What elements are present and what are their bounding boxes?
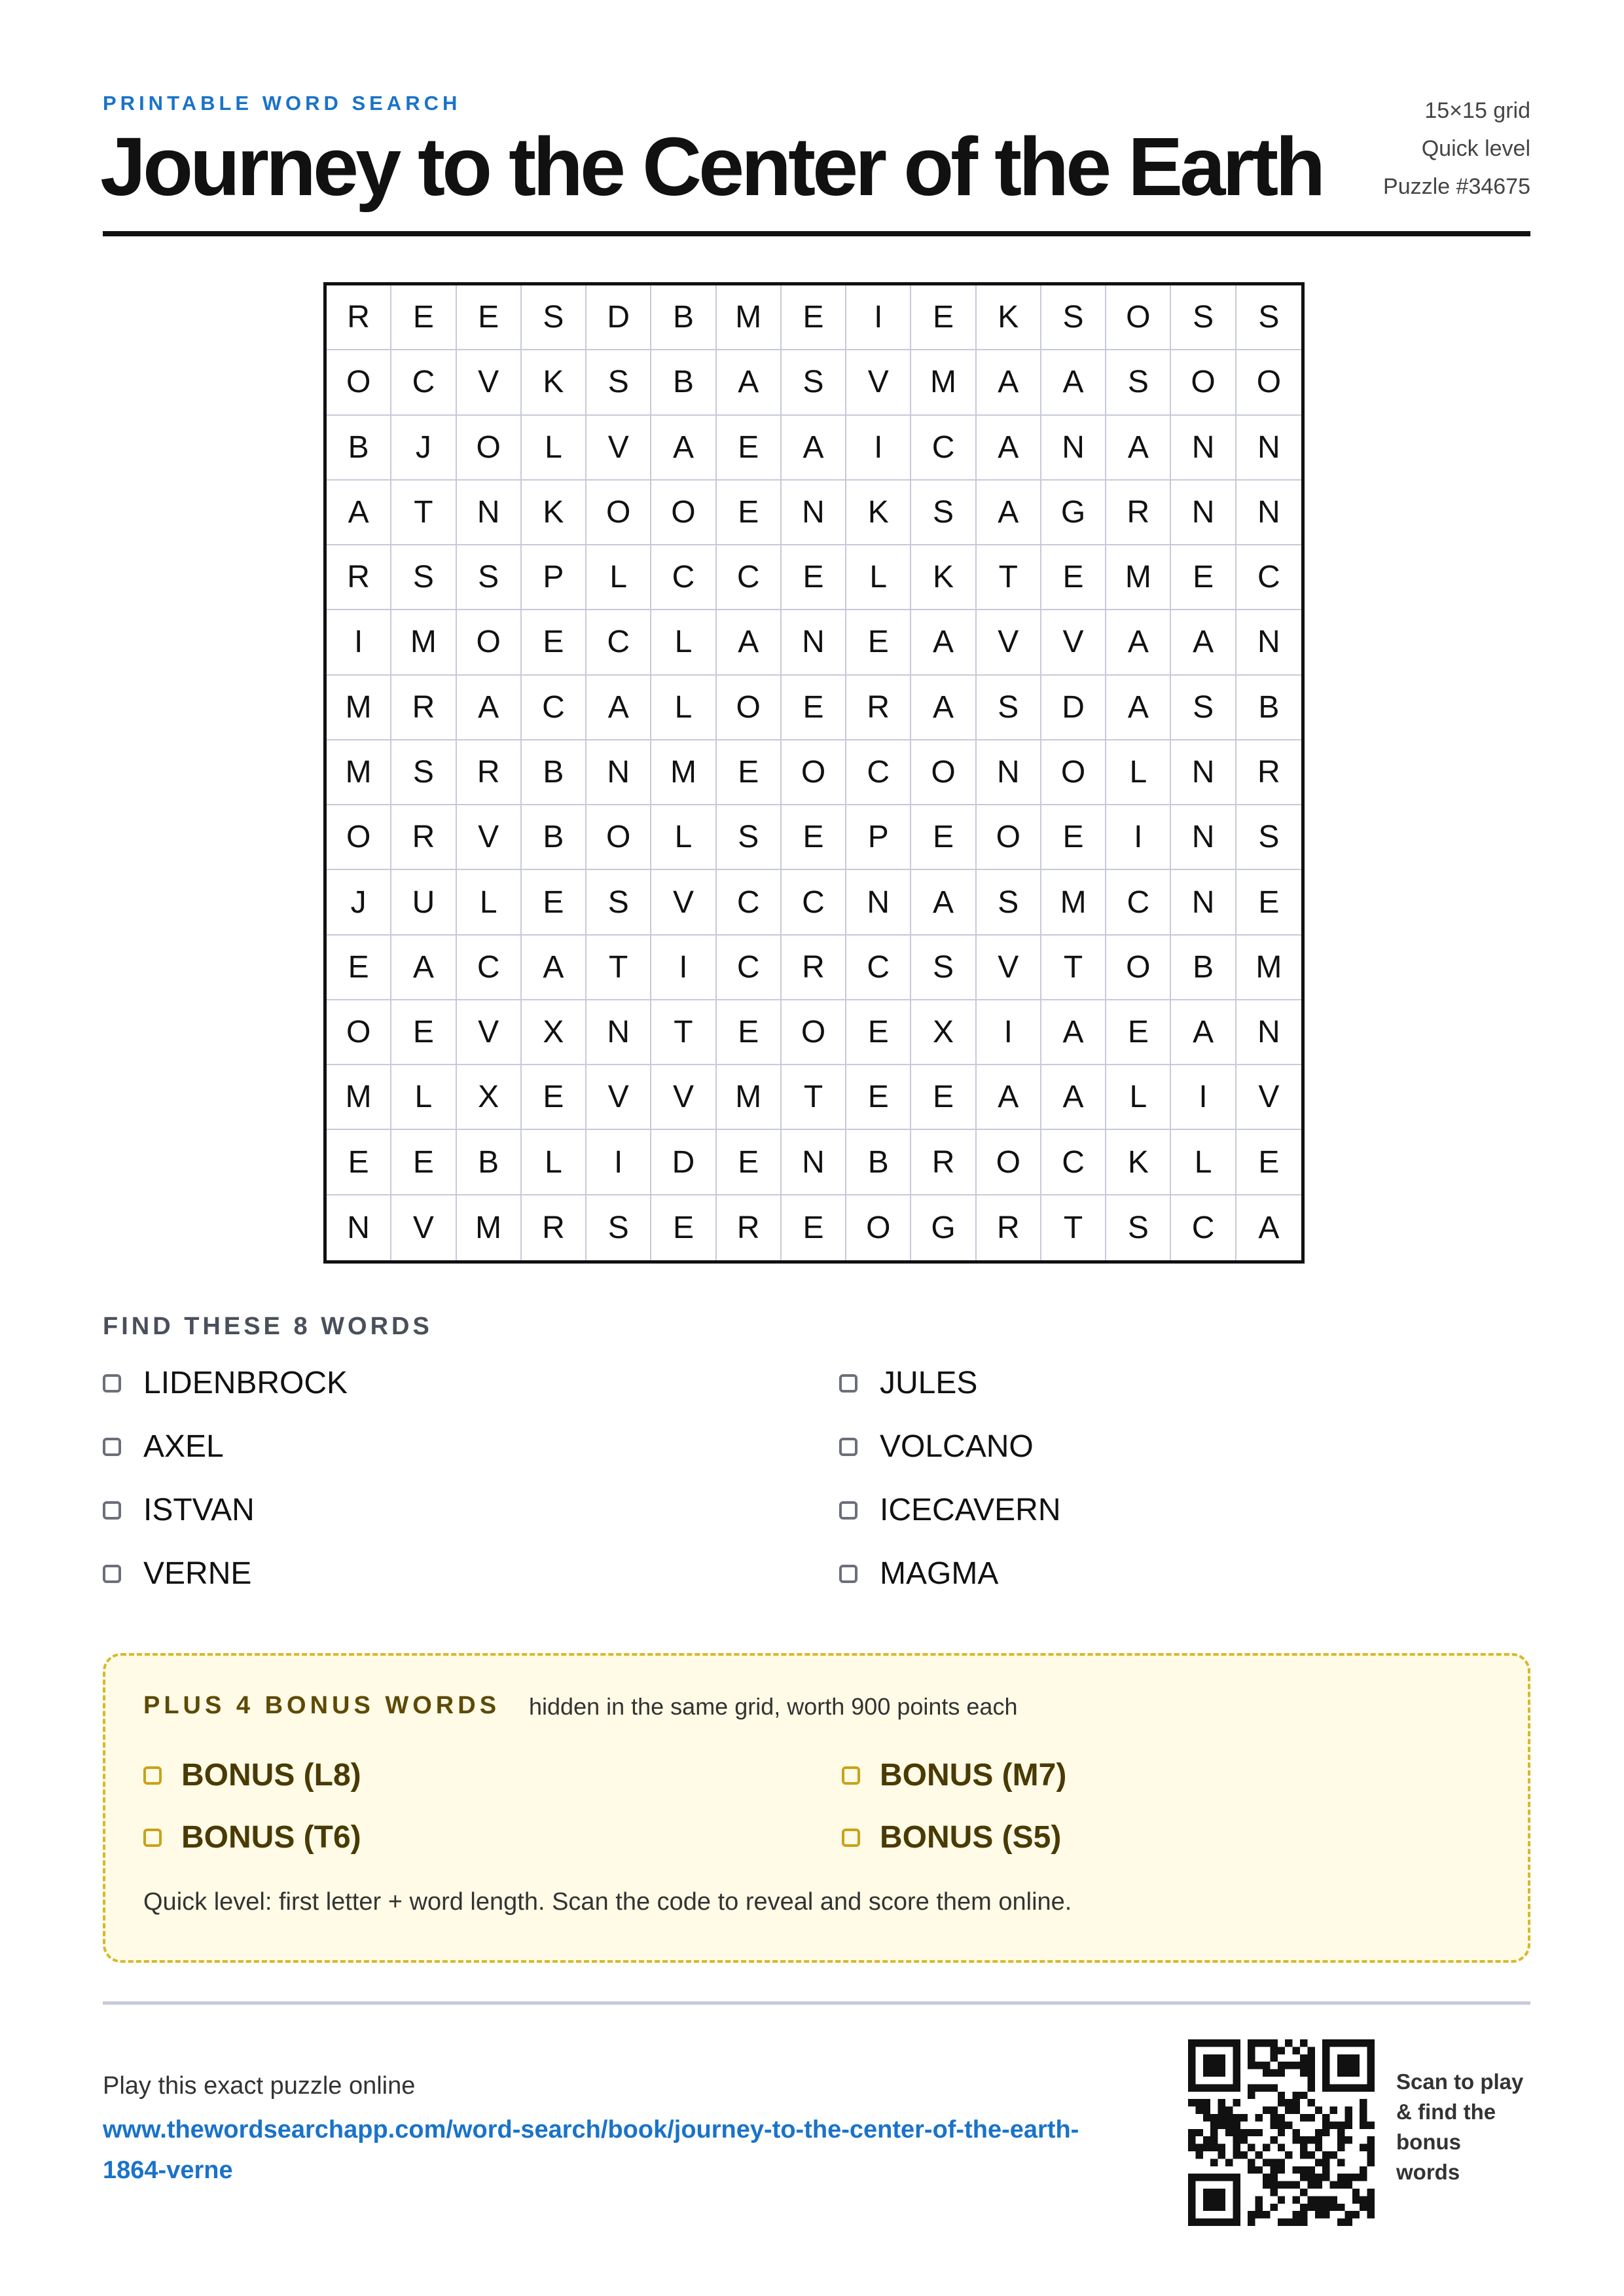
bonus-subheading: hidden in the same grid, worth 900 points each — [529, 1693, 1018, 1720]
grid-cell[interactable]: C — [651, 545, 716, 610]
grid-cell[interactable]: A — [1171, 1000, 1236, 1065]
grid-cell[interactable]: A — [977, 481, 1041, 545]
grid-cell[interactable]: A — [977, 1065, 1041, 1130]
grid-cell[interactable]: E — [1171, 545, 1236, 610]
grid-cell[interactable]: E — [327, 1130, 391, 1195]
grid-cell[interactable]: N — [327, 1195, 391, 1260]
grid-cell[interactable]: E — [782, 1195, 846, 1260]
grid-cell[interactable]: O — [911, 740, 976, 805]
grid-cell[interactable]: E — [1236, 870, 1301, 935]
checkbox-icon[interactable] — [839, 1565, 857, 1583]
grid-cell[interactable]: D — [586, 285, 651, 350]
grid-cell[interactable]: X — [522, 1000, 586, 1065]
play-online-label: Play this exact puzzle online — [103, 2072, 416, 2100]
grid-cell[interactable]: S — [717, 805, 782, 870]
grid-cell[interactable]: A — [522, 936, 586, 1000]
grid-cell[interactable]: O — [1106, 936, 1171, 1000]
grid-cell[interactable]: E — [846, 1065, 911, 1130]
grid-cell[interactable]: A — [1041, 1000, 1106, 1065]
grid-cell[interactable]: D — [1041, 676, 1106, 740]
puzzle-url-link[interactable]: www.thewordsearchapp.com/word-search/book/journey-to-the-center-of-the-earth-1864-verne — [103, 2116, 1079, 2184]
grid-cell[interactable]: M — [1041, 870, 1106, 935]
grid-cell[interactable]: N — [1171, 481, 1236, 545]
grid-cell[interactable]: V — [977, 610, 1041, 675]
checkbox-icon[interactable] — [103, 1565, 121, 1583]
grid-cell[interactable]: A — [782, 416, 846, 481]
grid-cell[interactable]: O — [1106, 285, 1171, 350]
puzzle-meta — [1383, 92, 1530, 206]
bonus-item-label: BONUS (L8) — [181, 1758, 361, 1793]
find-heading: FIND THESE 8 WORDS — [103, 1313, 433, 1340]
grid-cell[interactable]: L — [522, 416, 586, 481]
grid-cell[interactable]: N — [1236, 481, 1301, 545]
grid-cell[interactable]: C — [1171, 1195, 1236, 1260]
grid-cell[interactable]: B — [327, 416, 391, 481]
grid-cell[interactable]: L — [522, 1130, 586, 1195]
grid-cell[interactable]: M — [1106, 545, 1171, 610]
grid-cell[interactable]: C — [522, 676, 586, 740]
grid-cell[interactable]: V — [977, 936, 1041, 1000]
grid-cell[interactable]: E — [911, 285, 976, 350]
grid-cell[interactable]: C — [391, 350, 456, 415]
grid-cell[interactable]: E — [782, 676, 846, 740]
bonus-item[interactable] — [143, 1757, 361, 1793]
puzzle-number: Puzzle #34675 — [1383, 174, 1530, 199]
grid-cell[interactable]: A — [1041, 350, 1106, 415]
grid-cell[interactable]: G — [1041, 481, 1106, 545]
checkbox-icon[interactable] — [839, 1438, 857, 1456]
grid-cell[interactable]: R — [717, 1195, 782, 1260]
grid-cell[interactable]: O — [977, 805, 1041, 870]
grid-cell[interactable]: O — [651, 481, 716, 545]
grid-cell[interactable]: N — [1236, 1000, 1301, 1065]
grid-cell[interactable]: A — [1041, 1065, 1106, 1130]
word-list-item[interactable] — [839, 1429, 1034, 1465]
grid-cell[interactable]: I — [586, 1130, 651, 1195]
grid-cell[interactable]: L — [651, 805, 716, 870]
grid-cell[interactable]: E — [846, 610, 911, 675]
bonus-item[interactable] — [143, 1819, 361, 1855]
grid-cell[interactable]: B — [1171, 936, 1236, 1000]
grid-cell[interactable]: T — [977, 545, 1041, 610]
page-title: Journey to the Center of the Earth — [100, 120, 1323, 213]
bonus-item-label: BONUS (S5) — [880, 1820, 1062, 1855]
grid-cell[interactable]: K — [522, 350, 586, 415]
grid-cell[interactable]: S — [457, 545, 522, 610]
grid-cell[interactable]: S — [977, 676, 1041, 740]
grid-cell[interactable]: P — [846, 805, 911, 870]
grid-cell[interactable]: O — [782, 1000, 846, 1065]
grid-cell[interactable]: P — [522, 545, 586, 610]
grid-cell[interactable]: E — [522, 1065, 586, 1130]
grid-cell[interactable]: E — [717, 416, 782, 481]
grid-cell[interactable]: B — [846, 1130, 911, 1195]
grid-cell[interactable]: I — [846, 416, 911, 481]
grid-cell[interactable]: X — [911, 1000, 976, 1065]
bonus-item[interactable] — [842, 1757, 1066, 1793]
grid-cell[interactable]: A — [651, 416, 716, 481]
grid-cell[interactable]: M — [327, 740, 391, 805]
grid-cell[interactable]: O — [327, 805, 391, 870]
grid-cell[interactable]: A — [911, 610, 976, 675]
grid-cell[interactable]: S — [1106, 350, 1171, 415]
grid-cell[interactable]: L — [651, 610, 716, 675]
grid-cell[interactable]: E — [782, 285, 846, 350]
grid-cell[interactable]: O — [1171, 350, 1236, 415]
grid-cell[interactable]: A — [586, 676, 651, 740]
checkbox-icon[interactable] — [103, 1501, 121, 1520]
grid-cell[interactable]: N — [1171, 416, 1236, 481]
grid-cell[interactable]: R — [977, 1195, 1041, 1260]
grid-cell[interactable]: O — [1041, 740, 1106, 805]
grid-cell[interactable]: E — [717, 1000, 782, 1065]
grid-cell[interactable]: J — [327, 870, 391, 935]
grid-cell[interactable]: M — [651, 740, 716, 805]
grid-cell[interactable]: N — [782, 610, 846, 675]
grid-cell[interactable]: M — [911, 350, 976, 415]
grid-cell[interactable]: E — [911, 805, 976, 870]
grid-cell[interactable]: S — [391, 545, 456, 610]
word-label: MAGMA — [880, 1556, 999, 1591]
grid-cell[interactable]: S — [1171, 285, 1236, 350]
checkbox-icon[interactable] — [842, 1766, 860, 1785]
grid-cell[interactable]: R — [457, 740, 522, 805]
grid-cell[interactable]: E — [522, 870, 586, 935]
word-list-item[interactable] — [839, 1492, 1061, 1528]
grid-cell[interactable]: S — [586, 870, 651, 935]
grid-cell[interactable]: C — [782, 870, 846, 935]
grid-cell[interactable]: N — [1236, 416, 1301, 481]
grid-cell[interactable]: E — [391, 1000, 456, 1065]
grid-cell[interactable]: S — [522, 285, 586, 350]
grid-cell[interactable]: B — [522, 805, 586, 870]
grid-cell[interactable]: N — [977, 740, 1041, 805]
grid-cell[interactable]: M — [717, 1065, 782, 1130]
word-list-item[interactable] — [839, 1365, 977, 1401]
grid-cell[interactable]: A — [457, 676, 522, 740]
grid-cell[interactable]: A — [327, 481, 391, 545]
grid-cell[interactable]: A — [911, 870, 976, 935]
grid-cell[interactable]: E — [522, 610, 586, 675]
grid-cell[interactable]: V — [457, 350, 522, 415]
word-list-item[interactable] — [839, 1556, 998, 1592]
grid-cell[interactable]: N — [586, 1000, 651, 1065]
grid-cell[interactable]: O — [457, 416, 522, 481]
difficulty-level: Quick level — [1421, 136, 1530, 161]
grid-cell[interactable]: E — [391, 285, 456, 350]
grid-cell[interactable]: B — [1236, 676, 1301, 740]
grid-cell[interactable]: N — [1041, 416, 1106, 481]
grid-cell[interactable]: V — [586, 416, 651, 481]
grid-cell[interactable]: E — [782, 545, 846, 610]
grid-cell[interactable]: S — [1106, 1195, 1171, 1260]
grid-cell[interactable]: C — [846, 936, 911, 1000]
page-eyebrow: PRINTABLE WORD SEARCH — [103, 92, 461, 115]
grid-cells — [327, 285, 1301, 1260]
word-label: ISTVAN — [143, 1493, 255, 1527]
grid-cell[interactable]: O — [782, 740, 846, 805]
grid-cell[interactable]: N — [782, 1130, 846, 1195]
grid-cell[interactable]: M — [457, 1195, 522, 1260]
grid-cell[interactable]: A — [717, 610, 782, 675]
header-rule — [103, 231, 1530, 236]
grid-cell[interactable]: C — [846, 740, 911, 805]
grid-cell[interactable]: B — [651, 350, 716, 415]
grid-cell[interactable]: V — [457, 805, 522, 870]
grid-cell[interactable]: L — [457, 870, 522, 935]
grid-cell[interactable]: T — [586, 936, 651, 1000]
grid-cell[interactable]: N — [1171, 805, 1236, 870]
checkbox-icon[interactable] — [103, 1438, 121, 1456]
grid-cell[interactable]: A — [717, 350, 782, 415]
grid-cell[interactable]: B — [522, 740, 586, 805]
grid-cell[interactable]: C — [1041, 1130, 1106, 1195]
grid-cell[interactable]: N — [1236, 610, 1301, 675]
grid-cell[interactable]: C — [1236, 545, 1301, 610]
grid-cell[interactable]: E — [782, 805, 846, 870]
grid-cell[interactable]: T — [651, 1000, 716, 1065]
grid-cell[interactable]: I — [651, 936, 716, 1000]
grid-cell[interactable]: K — [911, 545, 976, 610]
word-label: VOLCANO — [880, 1429, 1034, 1464]
grid-cell[interactable]: R — [327, 285, 391, 350]
checkbox-icon[interactable] — [842, 1829, 860, 1847]
grid-cell[interactable]: O — [846, 1195, 911, 1260]
grid-cell[interactable]: K — [977, 285, 1041, 350]
checkbox-icon[interactable] — [143, 1829, 162, 1847]
grid-cell[interactable]: T — [1041, 1195, 1106, 1260]
grid-cell[interactable]: C — [1106, 870, 1171, 935]
grid-cell[interactable]: S — [911, 936, 976, 1000]
grid-cell[interactable]: O — [717, 676, 782, 740]
grid-cell[interactable]: A — [977, 416, 1041, 481]
footer-rule — [103, 2001, 1530, 2005]
grid-cell[interactable]: O — [327, 1000, 391, 1065]
grid-cell[interactable]: S — [586, 350, 651, 415]
word-label: AXEL — [143, 1429, 224, 1464]
word-label: JULES — [880, 1366, 978, 1400]
grid-cell[interactable]: E — [391, 1130, 456, 1195]
grid-cell[interactable]: C — [457, 936, 522, 1000]
checkbox-icon[interactable] — [839, 1374, 857, 1393]
grid-cell[interactable]: J — [391, 416, 456, 481]
grid-cell[interactable]: S — [977, 870, 1041, 935]
grid-cell[interactable]: O — [977, 1130, 1041, 1195]
grid-cell[interactable]: V — [1041, 610, 1106, 675]
grid-cell[interactable]: V — [586, 1065, 651, 1130]
word-list-item[interactable] — [103, 1365, 348, 1401]
grid-cell[interactable]: O — [457, 610, 522, 675]
grid-cell[interactable]: C — [717, 870, 782, 935]
grid-cell[interactable]: S — [1171, 676, 1236, 740]
grid-cell[interactable]: I — [327, 610, 391, 675]
grid-cell[interactable]: O — [327, 350, 391, 415]
grid-cell[interactable]: R — [1106, 481, 1171, 545]
bonus-item-label: BONUS (T6) — [181, 1820, 361, 1855]
grid-cell[interactable]: L — [586, 545, 651, 610]
grid-cell[interactable]: I — [977, 1000, 1041, 1065]
grid-cell[interactable]: N — [586, 740, 651, 805]
grid-cell[interactable]: I — [1106, 805, 1171, 870]
bonus-box — [103, 1653, 1530, 1963]
grid-cell[interactable]: A — [1106, 610, 1171, 675]
grid-cell[interactable]: E — [717, 1130, 782, 1195]
grid-cell[interactable]: C — [717, 936, 782, 1000]
word-label: ICECAVERN — [880, 1493, 1061, 1527]
grid-cell[interactable]: A — [391, 936, 456, 1000]
grid-cell[interactable]: O — [586, 805, 651, 870]
grid-cell[interactable]: B — [651, 285, 716, 350]
qr-code-icon[interactable] — [1188, 2039, 1375, 2226]
grid-cell[interactable]: R — [1236, 740, 1301, 805]
grid-cell[interactable]: V — [651, 1065, 716, 1130]
grid-cell[interactable]: A — [1258, 1210, 1280, 1245]
grid-cell[interactable]: M — [717, 285, 782, 350]
word-label: LIDENBROCK — [143, 1366, 348, 1400]
grid-cell[interactable]: C — [586, 610, 651, 675]
grid-cell[interactable]: L — [846, 545, 911, 610]
grid-cell[interactable]: M — [327, 676, 391, 740]
grid-cell[interactable]: M — [391, 610, 456, 675]
grid-cell[interactable]: E — [327, 936, 391, 1000]
grid-cell[interactable]: V — [846, 350, 911, 415]
checkbox-icon[interactable] — [143, 1766, 162, 1785]
bonus-item-label: BONUS (M7) — [880, 1758, 1067, 1793]
grid-cell[interactable]: O — [1236, 350, 1301, 415]
grid-cell[interactable]: V — [457, 1000, 522, 1065]
grid-cell[interactable]: N — [1171, 740, 1236, 805]
checkbox-icon[interactable] — [103, 1374, 121, 1393]
grid-cell[interactable]: S — [911, 481, 976, 545]
grid-cell[interactable]: R — [522, 1195, 586, 1260]
grid-cell[interactable]: B — [457, 1130, 522, 1195]
grid-cell[interactable]: E — [846, 1000, 911, 1065]
grid-cell[interactable]: E — [1106, 1000, 1171, 1065]
word-list-item[interactable] — [103, 1429, 224, 1465]
grid-cell[interactable]: D — [651, 1130, 716, 1195]
grid-cell[interactable]: C — [911, 416, 976, 481]
grid-cell[interactable]: E — [717, 481, 782, 545]
grid-cell[interactable]: K — [846, 481, 911, 545]
grid-cell[interactable]: E — [1041, 805, 1106, 870]
bonus-note: Quick level: first letter + word length. Scan the code to reveal and score them online. — [143, 1888, 1072, 1916]
grid-cell[interactable]: U — [391, 870, 456, 935]
grid-cell[interactable]: K — [1106, 1130, 1171, 1195]
grid-cell[interactable]: O — [586, 481, 651, 545]
grid-cell[interactable]: A — [977, 350, 1041, 415]
grid-cell[interactable]: T — [391, 481, 456, 545]
grid-cell[interactable]: L — [391, 1065, 456, 1130]
grid-cell[interactable]: G — [911, 1195, 976, 1260]
grid-cell[interactable]: M — [327, 1065, 391, 1130]
word-label: VERNE — [143, 1556, 252, 1591]
grid-cell[interactable]: E — [1041, 545, 1106, 610]
grid-cell[interactable]: K — [522, 481, 586, 545]
grid-cell[interactable]: S — [1236, 805, 1301, 870]
grid-cell[interactable]: R — [391, 676, 456, 740]
grid-cell[interactable]: E — [911, 1065, 976, 1130]
scan-instructions: Scan to play & find the bonus words — [1396, 2069, 1524, 2184]
grid-cell[interactable]: L — [651, 676, 716, 740]
grid-cell[interactable]: M — [1236, 936, 1301, 1000]
grid-cell[interactable]: V — [1236, 1065, 1301, 1130]
bonus-heading: PLUS 4 BONUS WORDS — [143, 1692, 501, 1719]
grid-cell[interactable]: L — [1171, 1130, 1236, 1195]
grid-cell[interactable]: S — [586, 1195, 651, 1260]
grid-cell[interactable]: X — [457, 1065, 522, 1130]
grid-cell[interactable]: N — [457, 481, 522, 545]
grid-cell[interactable]: R — [391, 805, 456, 870]
word-list-item[interactable] — [103, 1492, 255, 1528]
word-list — [103, 1365, 1061, 1627]
grid-cell[interactable]: A — [1171, 610, 1236, 675]
grid-cell[interactable]: S — [1236, 285, 1301, 350]
grid-cell[interactable]: V — [391, 1195, 456, 1260]
grid-cell[interactable]: I — [1171, 1065, 1236, 1130]
grid-cell[interactable]: A — [1106, 676, 1171, 740]
grid-cell[interactable]: T — [1041, 936, 1106, 1000]
grid-cell[interactable]: R — [846, 676, 911, 740]
grid-cell[interactable]: T — [782, 1065, 846, 1130]
grid-cell[interactable]: R — [911, 1130, 976, 1195]
grid-cell[interactable]: A — [1106, 416, 1171, 481]
grid-cell[interactable]: R — [327, 545, 391, 610]
grid-cell[interactable]: E — [651, 1195, 716, 1260]
grid-cell[interactable]: N — [782, 481, 846, 545]
grid-cell[interactable]: N — [1171, 870, 1236, 935]
grid-size: 15×15 grid — [1424, 98, 1530, 123]
word-list-item[interactable] — [103, 1556, 251, 1592]
bonus-item[interactable] — [842, 1819, 1061, 1855]
grid-cell[interactable]: R — [782, 936, 846, 1000]
grid-cell[interactable]: S — [782, 350, 846, 415]
grid-cell[interactable]: L — [1106, 1065, 1171, 1130]
checkbox-icon[interactable] — [839, 1501, 857, 1520]
grid-cell[interactable]: A — [911, 676, 976, 740]
grid-cell[interactable]: V — [651, 870, 716, 935]
grid-cell[interactable]: E — [457, 285, 522, 350]
grid-cell[interactable]: E — [717, 740, 782, 805]
grid-cell[interactable]: C — [717, 545, 782, 610]
grid-cell[interactable]: N — [846, 870, 911, 935]
grid-cell[interactable]: S — [1041, 285, 1106, 350]
word-grid — [323, 282, 1305, 1264]
grid-cell[interactable]: E — [1236, 1130, 1301, 1195]
grid-cell[interactable]: S — [391, 740, 456, 805]
grid-cell[interactable]: L — [1106, 740, 1171, 805]
grid-cell[interactable]: I — [846, 285, 911, 350]
